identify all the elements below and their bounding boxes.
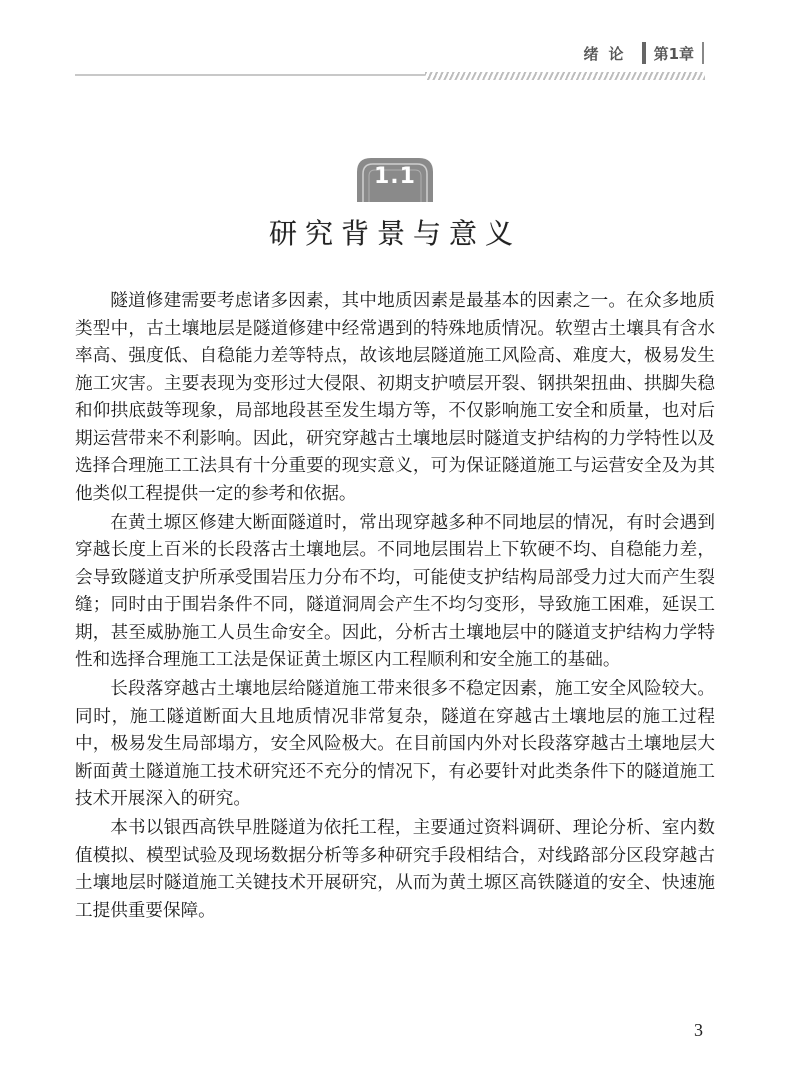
header-label <box>584 42 704 64</box>
paragraph: 长段落穿越古土壤地层给隧道施工带来很多不稳定因素，施工安全风险较大。同时，施工隧道断面大且地质情况非常复杂，隧道在穿越古土壤地层的施工过程中，极易发生局部塌方，安全风险极大。在目前国内外对长段落穿越古土壤地层大断面黄土隧道施工技术研究还不充分的情况下，有必要针对此类条件下的隧道施工技术开展深入的研究。 <box>75 679 715 809</box>
paragraph: 在黄土塬区修建大断面隧道时，常出现穿越多种不同地层的情况，有时会遇到穿越长度上百米的长段落古土壤地层。不同地层围岩上下软硬不均、自稳能力差，会导致隧道支护所承受围岩压力分布不均，可能使支护结构局部受力过大而产生裂缝；同时由于围岩条件不同，隧道洞周会产生不均匀变形，导致施工困难，延误工期，甚至威胁施工人员生命安全。因此，分析古土壤地层中的隧道支护结构力学特性和选择合理施工工法是保证黄土塬区内工程顺利和安全施工的基础。 <box>75 512 715 670</box>
header-rule <box>75 74 425 76</box>
header-section-title: 绪论 <box>583 44 634 63</box>
paragraph: 本书以银西高铁早胜隧道为依托工程，主要通过资料调研、理论分析、室内数值模拟、模型试验及现场数据分析等多种研究手段相结合，对线路部分区段穿越古土壤地层时隧道施工关键技术开展研究，从而为黄土塬区高铁隧道的安全、快速施工提供重要保障。 <box>75 818 715 921</box>
section-title: 研究背景与意义 <box>268 217 521 250</box>
body-text <box>75 288 715 927</box>
running-header <box>0 0 790 90</box>
page-number: 3 <box>694 1020 703 1040</box>
section-number-badge <box>357 158 433 202</box>
header-hatch-ornament <box>425 72 705 80</box>
paragraph: 隧道修建需要考虑诸多因素，其中地质因素是最基本的因素之一。在众多地质类型中，古土壤地层是隧道修建中经常遇到的特殊地质情况。软塑古土壤具有含水率高、强度低、自稳能力差等特点，故该地层隧道施工风险高、难度大，极易发生施工灾害。主要表现为变形过大侵限、初期支护喷层开裂、钢拱架扭曲、拱脚失稳和仰拱底鼓等现象，局部地段甚至发生塌方等，不仅影响施工安全和质量，也对后期运营带来不利影响。因此，研究穿越古土壤地层时隧道支护结构的力学特性以及选择合理施工工法具有十分重要的现实意义，可为保证隧道施工与运营安全及为其他类似工程提供一定的参考和依据。 <box>75 291 715 504</box>
header-chapter-label: 第1章 <box>653 44 694 63</box>
section-number: 1.1 <box>374 164 416 189</box>
header-divider-bar <box>642 42 646 64</box>
header-end-bar <box>702 42 704 64</box>
